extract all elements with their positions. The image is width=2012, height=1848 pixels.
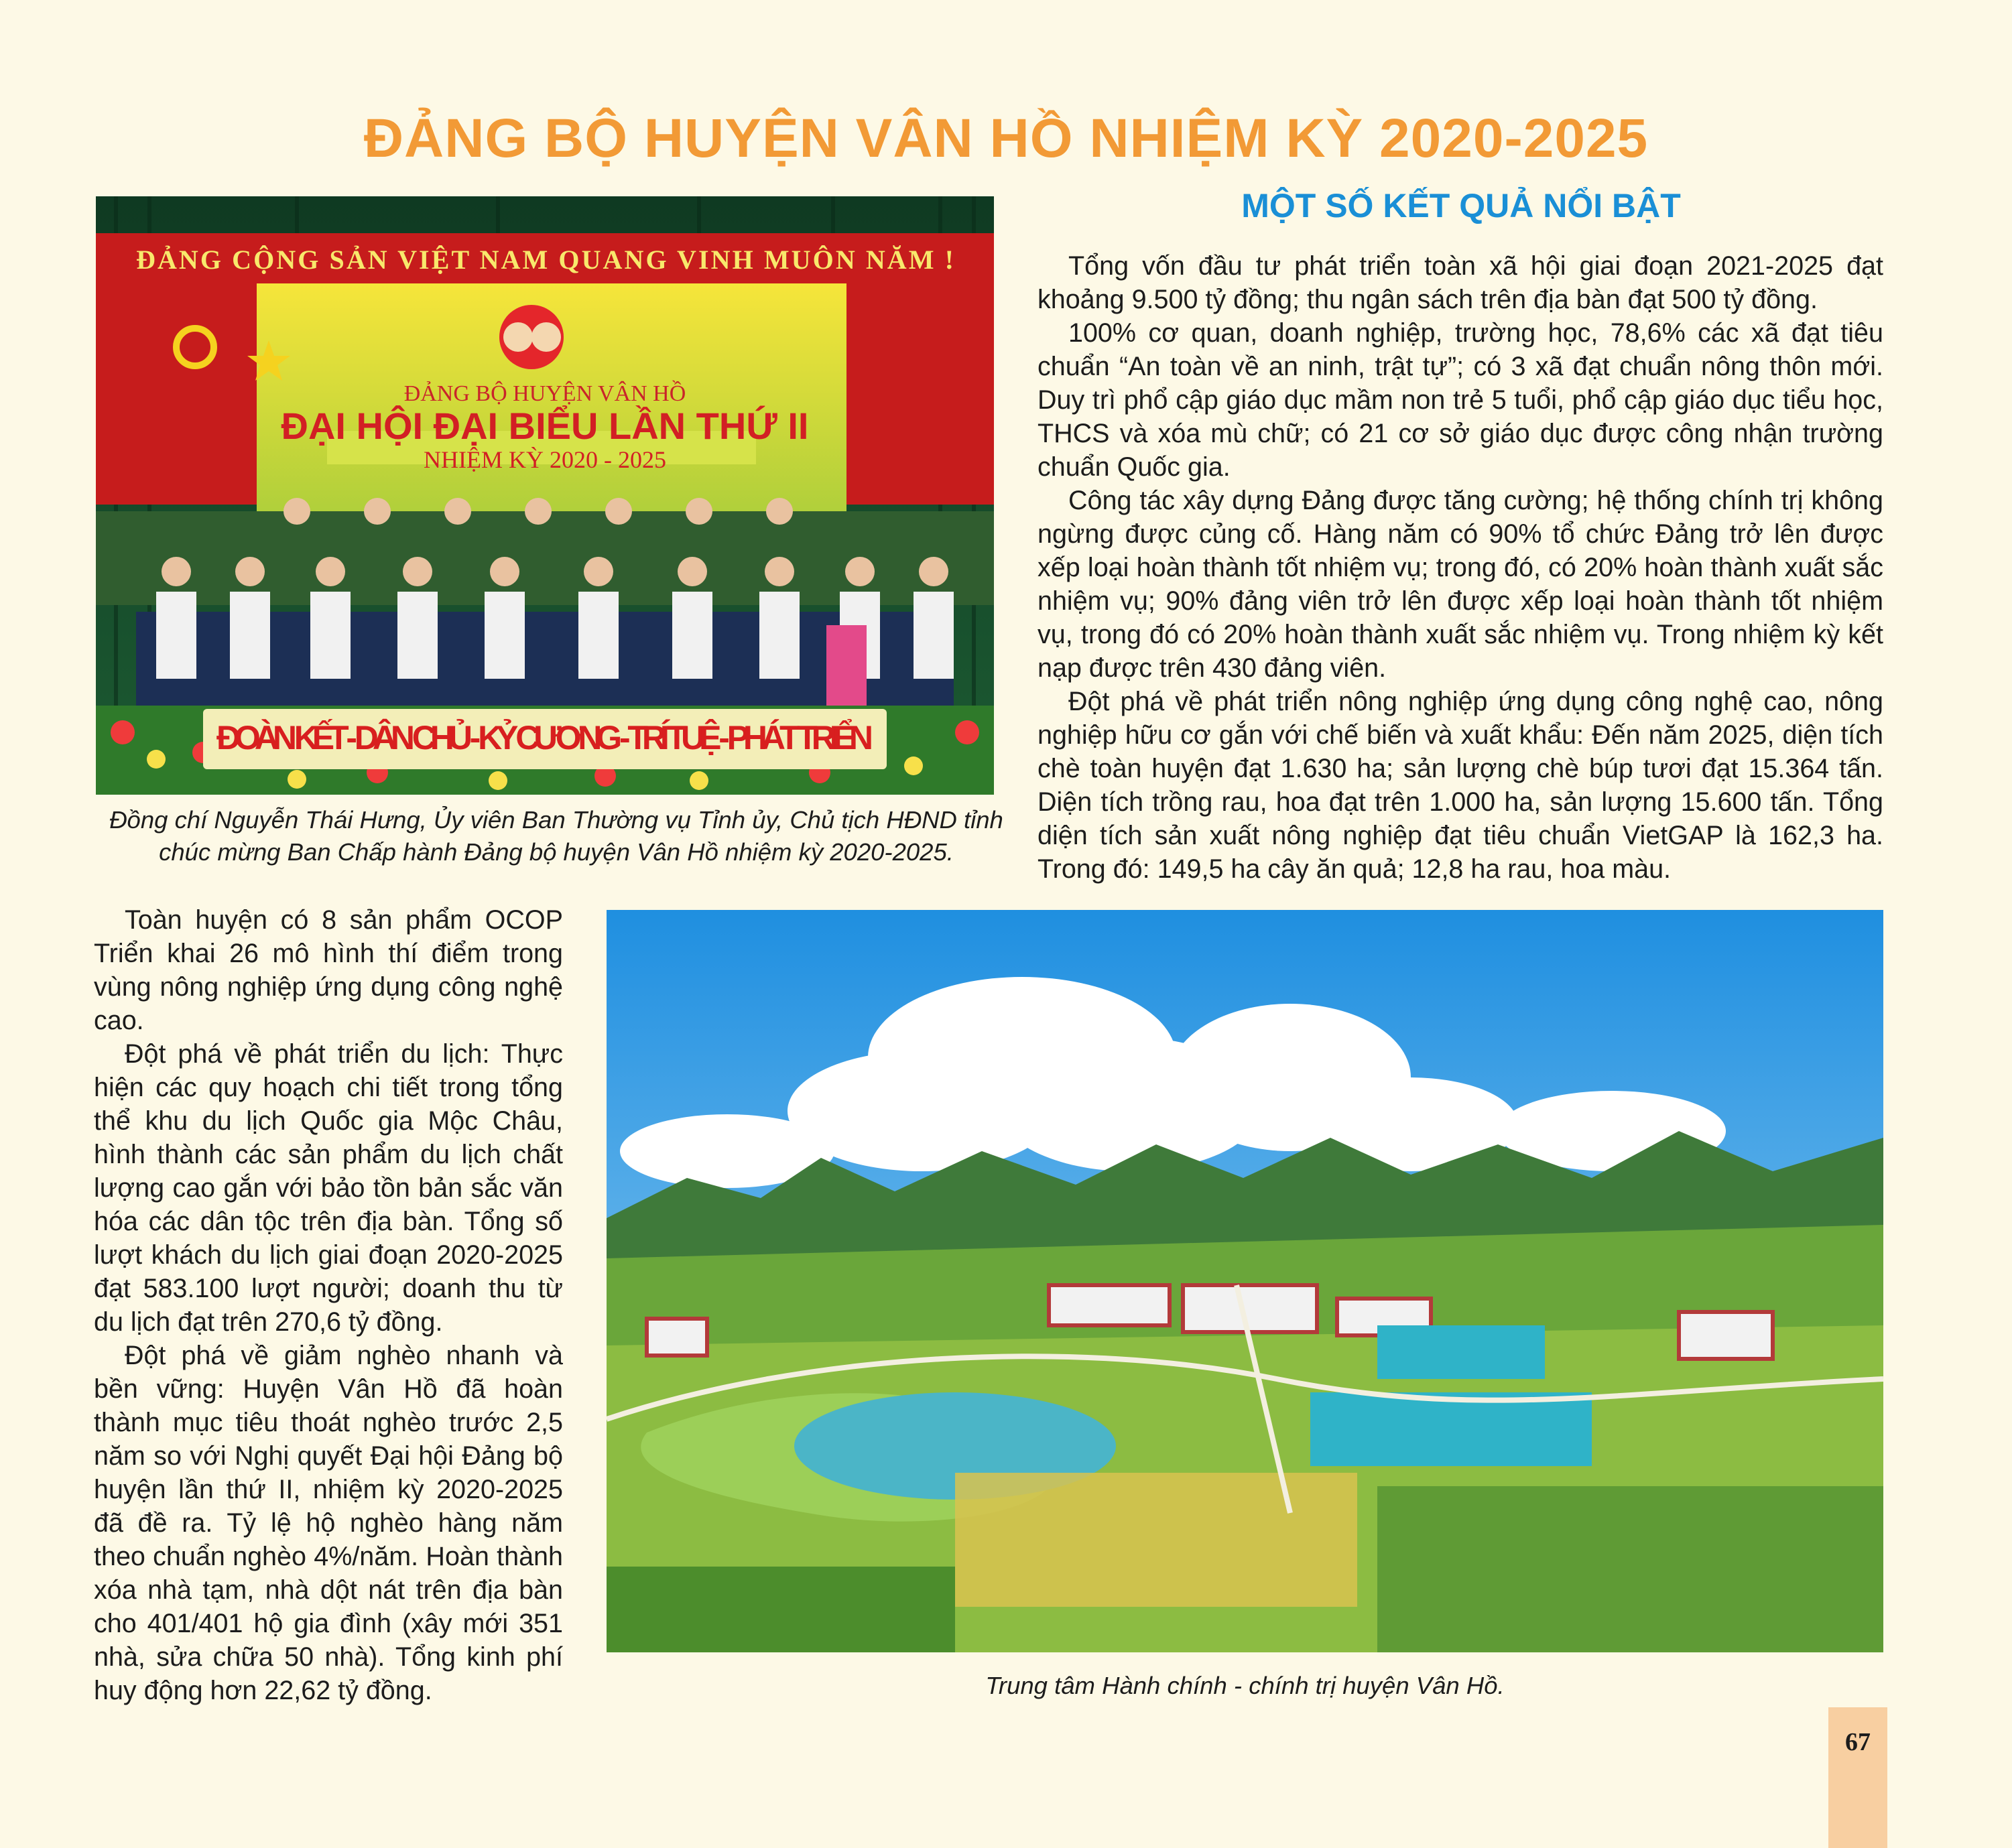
page-number: 67: [1845, 1728, 1871, 1756]
congress-photo-illustration: [96, 196, 994, 795]
banner-text: ĐẢNG CỘNG SẢN VIỆT NAM QUANG VINH MUÔN NĂM !: [136, 245, 954, 275]
landscape-photo-caption: Trung tâm Hành chính - chính trị huyện Vân Hồ.: [985, 1672, 1505, 1699]
stage-org-text: ĐẢNG BỘ HUYỆN VÂN HỒ: [403, 381, 686, 406]
section-subtitle: MỘT SỐ KẾT QUẢ NỔI BẬT: [1241, 187, 1681, 224]
page-title: ĐẢNG BỘ HUYỆN VÂN HỒ NHIỆM KỲ 2020-2025: [363, 108, 1649, 169]
right-column-text: [1038, 249, 1883, 886]
congress-photo: [96, 196, 994, 795]
left-column-text: [94, 903, 563, 1707]
paragraph: 100% cơ quan, doanh nghiệp, trường học, 78,6% các xã đạt tiêu chuẩn “An toàn về an ninh, trật tự”; có 3 xã đạt chuẩn nông thôn mới. Duy trì phổ cập giáo dục mầm non trẻ 5 tuổi, phổ cập giáo dục tiểu học, THCS và xóa mù chữ; có 21 cơ sở giáo dục được công nhận trường chuẩn Quốc gia.: [1038, 318, 1883, 482]
paragraph: Tổng vốn đầu tư phát triển toàn xã hội giai đoạn 2021-2025 đạt khoảng 9.500 tỷ đồng; thu ngân sách trên địa bàn đạt 500 tỷ đồng.: [1038, 251, 1883, 314]
landscape-illustration: [607, 910, 1883, 1652]
stage-term-text: NHIỆM KỲ 2020 - 2025: [424, 446, 666, 473]
paragraph: Đột phá về giảm nghèo nhanh và bền vững: Huyện Vân Hồ đã hoàn thành mục tiêu thoát nghèo trước 2,5 năm so với Nghị quyết Đại hội Đảng bộ huyện lần thứ II, nhiệm kỳ 2020-2025 đã đề ra. Tỷ lệ hộ nghèo hàng năm theo chuẩn nghèo 4%/năm. Hoàn thành xóa nhà tạm, nhà dột nát trên địa bàn cho 401/401 hộ gia đình (xây mới 351 nhà, sửa chữa 50 nhà). Tổng kinh phí huy động hơn 22,62 tỷ đồng.: [94, 1341, 563, 1705]
administrative-center-photo: [607, 910, 1883, 1652]
paragraph: Đột phá về phát triển nông nghiệp ứng dụng công nghệ cao, nông nghiệp hữu cơ gắn với chế biến và xuất khẩu: Đến năm 2025, diện tích chè toàn huyện đạt 1.630 ha; sản lượng chè búp tươi đạt 15.364 tấn. Diện tích trồng rau, hoa đạt trên 1.000 ha, sản lượng 15.600 tấn. Tổng diện tích sản xuất nông nghiệp đạt tiêu chuẩn VietGAP là 162,3 ha. Trong đó: 149,5 ha cây ăn quả; 12,8 ha rau, hoa màu.: [1038, 687, 1883, 884]
paragraph: Công tác xây dựng Đảng được tăng cường; hệ thống chính trị không ngừng được củng cố. Hàng năm có 90% tổ chức Đảng trở lên được xếp loại hoàn thành tốt nhiệm vụ; trong đó, có 20% hoàn thành xuất sắc nhiệm vụ; 90% đảng viên trở lên được xếp loại hoàn thành tốt nhiệm vụ, trong đó có 20% hoàn thành xuất sắc nhiệm vụ. Trong nhiệm kỳ kết nạp được trên 430 đảng viên.: [1038, 486, 1883, 683]
paragraph: Đột phá về phát triển du lịch: Thực hiện các quy hoạch chi tiết trong tổng thể khu du lịch Quốc gia Mộc Châu, hình thành các sản phẩm du lịch chất lượng cao gắn với bảo tồn bản sắc văn hóa các dân tộc trên địa bàn. Tổng số lượt khách du lịch giai đoạn 2020-2025 đạt 583.100 lượt người; doanh thu từ du lịch đạt trên 270,6 tỷ đồng.: [94, 1039, 563, 1337]
paragraph: Toàn huyện có 8 sản phẩm OCOP Triển khai 26 mô hình thí điểm trong vùng nông nghiệp ứng dụng công nghệ cao.: [94, 905, 563, 1035]
stage-event-text: ĐẠI HỘI ĐẠI BIỂU LẦN THỨ II: [281, 405, 809, 447]
congress-photo-caption: Đồng chí Nguyễn Thái Hưng, Ủy viên Ban Thường vụ Tỉnh ủy, Chủ tịch HĐND tỉnh chúc mừng Ban Chấp hành Đảng bộ huyện Vân Hồ nhiệm kỳ 2020-2025.: [109, 806, 1003, 866]
slogan-text: ĐOÀN KẾT - DÂN CHỦ - KỶ CƯƠNG - TRÍ TUỆ - PHÁT TRIỂN: [216, 719, 873, 756]
